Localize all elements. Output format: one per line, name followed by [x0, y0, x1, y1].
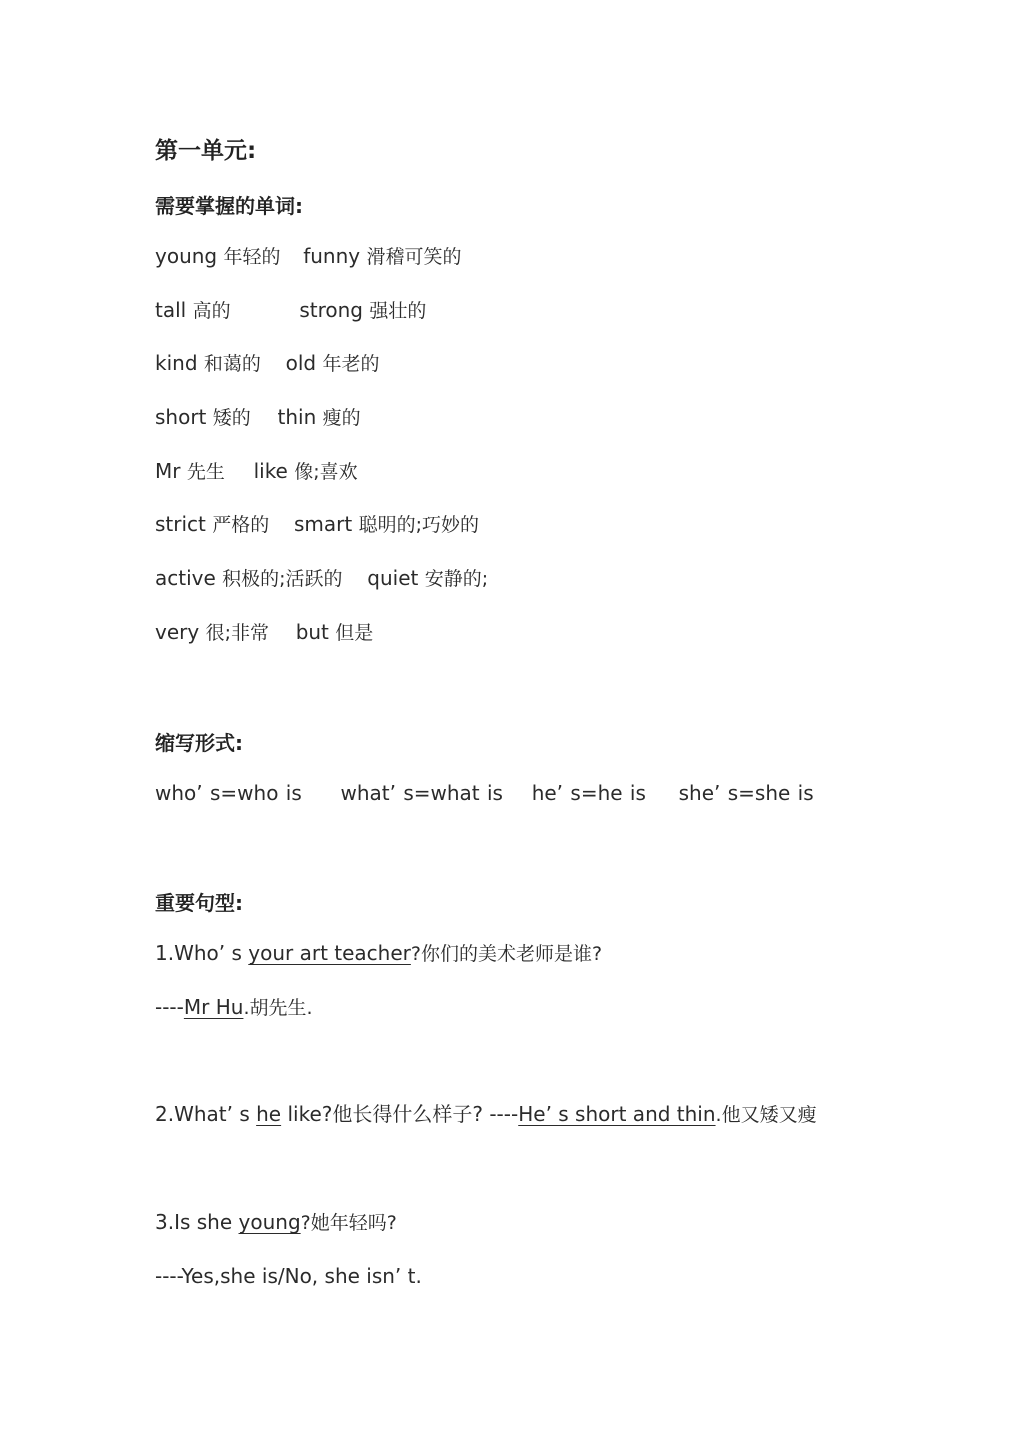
underlined-phrase: he [256, 1102, 282, 1126]
vocab-meaning: 高的 [192, 300, 231, 322]
vocab-meaning: 年轻的 [223, 246, 281, 268]
underlined-phrase: He’ s short and thin [518, 1102, 716, 1126]
vocab-meaning: 很;非常 [205, 622, 269, 644]
pattern-sentence-1 [155, 940, 602, 967]
vocab-word: strict [155, 512, 206, 536]
abbr-row [155, 780, 814, 806]
vocab-row [155, 404, 361, 431]
vocab-meaning: 但是 [335, 622, 374, 644]
vocab-heading: 需要掌握的单词: [155, 194, 303, 218]
vocab-row [155, 565, 488, 592]
underlined-phrase: Mr Hu [183, 995, 244, 1019]
vocab-meaning: 积极的;活跃的 [222, 568, 343, 590]
vocab-row [155, 243, 462, 270]
vocab-row [155, 350, 379, 377]
vocab-word: old [285, 351, 317, 375]
sentence-text: 3.Is she [155, 1210, 239, 1234]
abbr-item: what’ s=what is [340, 781, 503, 805]
vocab-word: tall [155, 298, 187, 322]
patterns-heading: 重要句型: [155, 891, 243, 915]
pattern-sentence-2 [155, 1101, 817, 1128]
vocab-row [155, 511, 479, 538]
vocab-word: smart [293, 512, 353, 536]
vocab-word: strong [299, 298, 363, 322]
sentence-text: ?她年轻吗? [300, 1212, 397, 1234]
vocab-meaning: 安静的; [424, 568, 489, 590]
vocab-row [155, 619, 373, 646]
vocab-meaning: 聪明的;巧妙的 [358, 514, 479, 536]
sentence-text: ?你们的美术老师是谁? [410, 943, 603, 965]
unit-title: 第一单元: [155, 138, 257, 164]
vocab-word: quiet [367, 566, 419, 590]
vocab-word: but [295, 620, 329, 644]
vocab-word: short [155, 405, 207, 429]
vocab-word: like [253, 459, 288, 483]
sentence-text: .胡先生. [243, 997, 313, 1019]
vocab-meaning: 矮的 [212, 407, 251, 429]
sentence-text: 1.Who’ s [155, 941, 249, 965]
vocab-word: Mr [155, 459, 181, 483]
vocab-word: active [155, 566, 216, 590]
underlined-phrase: your art teacher [248, 941, 411, 965]
vocab-meaning: 先生 [186, 461, 225, 483]
vocab-meaning: 瘦的 [322, 407, 361, 429]
vocab-word: very [155, 620, 200, 644]
vocab-word: young [155, 244, 218, 268]
abbr-heading: 缩写形式: [155, 731, 243, 755]
vocab-word: kind [155, 351, 198, 375]
sentence-text: 2.What’ s [155, 1102, 257, 1126]
vocab-row [155, 297, 426, 324]
vocab-word: thin [277, 405, 317, 429]
vocab-meaning: 和蔼的 [203, 353, 261, 375]
pattern-answer-3: ----Yes,she is/No, she isn’ t. [155, 1264, 422, 1288]
vocab-meaning: 像;喜欢 [294, 461, 358, 483]
sentence-text: .他又矮又瘦 [715, 1104, 817, 1126]
pattern-answer-1 [155, 994, 313, 1021]
vocab-word: funny [303, 244, 361, 268]
abbr-item: she’ s=she is [678, 781, 814, 805]
underlined-phrase: young [238, 1210, 301, 1234]
pattern-sentence-3 [155, 1209, 397, 1236]
vocab-meaning: 年老的 [322, 353, 380, 375]
sentence-text: like?他长得什么样子? ---- [281, 1102, 519, 1126]
vocab-meaning: 严格的 [212, 514, 270, 536]
vocab-row [155, 458, 358, 485]
vocab-meaning: 滑稽可笑的 [366, 246, 462, 268]
sentence-text: ---- [155, 995, 184, 1019]
abbr-item: he’ s=he is [531, 781, 646, 805]
abbr-item: who’ s=who is [155, 781, 302, 805]
vocab-meaning: 强壮的 [369, 300, 427, 322]
